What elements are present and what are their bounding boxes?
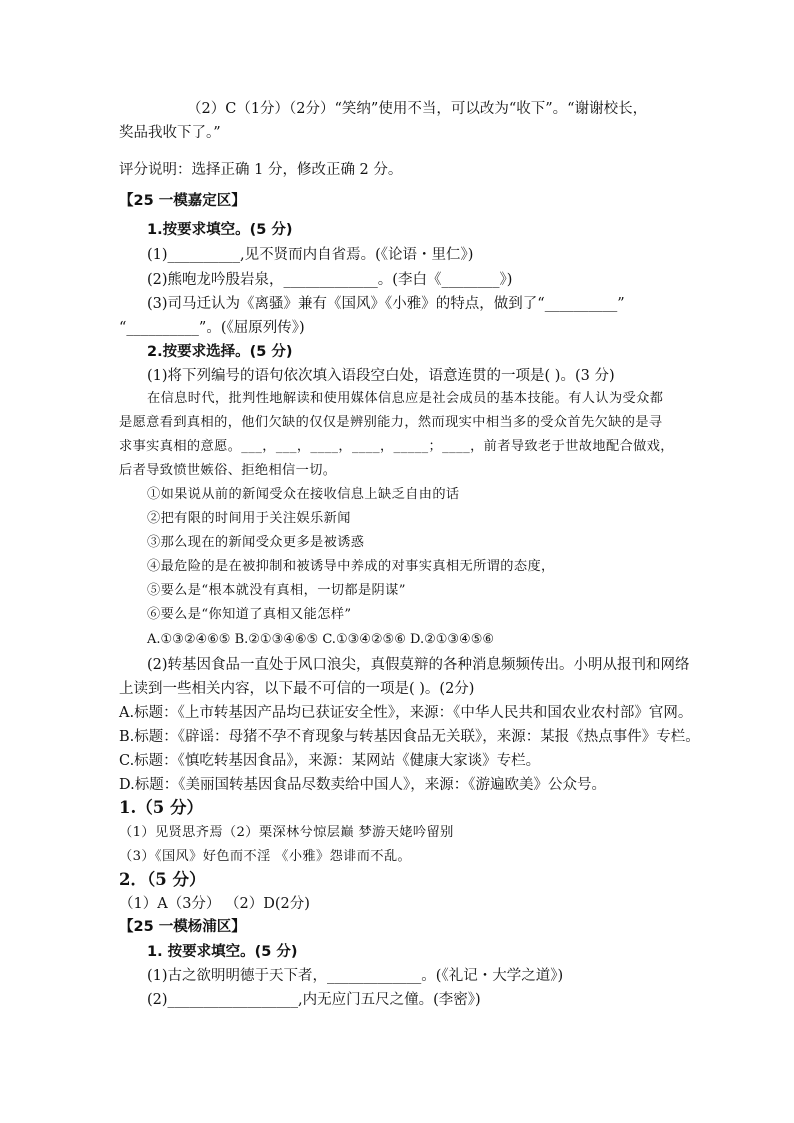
answer-line: （1）A（3分） （2）D(2分) [119, 896, 310, 912]
option-sentence: ③那么现在的新闻受众更多是被诱惑 [147, 535, 365, 550]
choice-d: D.标题：《美丽国转基因食品尽数卖给中国人》，来源：《游遍欧美》公众号。 [119, 777, 606, 793]
answer-line: （3）《国风》好色而不淫 《小雅》怨诽而不乱。 [119, 849, 412, 864]
question-item: “__________”。(《屈原列传》) [119, 320, 305, 336]
section-heading: 【25 一模杨浦区】 [119, 919, 246, 935]
answer-line: （2）C（1分）（2分）“笑纳”使用不当，可以改为“收下”。“谢谢校长， [187, 101, 648, 117]
scoring-note: 评分说明：选择正确 1 分，修改正确 2 分。 [119, 162, 403, 178]
passage-line: 是愿意看到真相的，他们欠缺的仅仅是辨别能力，然而现实中相当多的受众首先欠缺的是寻 [119, 415, 663, 430]
option-sentence: ④最危险的是在被抑制和被诱导中养成的对事实真相无所谓的态度， [147, 559, 555, 574]
question-item: (1)古之欲明明德于天下者，_____________。(《礼记・大学之道》) [147, 968, 564, 984]
answer-choices: A.①③②④⑥⑤ B.②①③④⑥⑤ C.①③④②⑤⑥ D.②①③④⑤⑥ [147, 632, 495, 647]
question-heading: 1.按要求填空。(5 分) [147, 222, 293, 238]
passage-line: 求事实真相的意愿。___，___，____，____，_____；____，前者导致老于世故地配合做戏， [119, 439, 674, 454]
passage-line: 后者导致愤世嫉俗、拒绝相信一切。 [119, 463, 337, 478]
question-heading: 1. 按要求填空。(5 分) [147, 944, 298, 960]
answer-heading: 2．（5 分） [119, 870, 206, 889]
section-heading: 【25 一模嘉定区】 [119, 193, 246, 209]
option-sentence: ⑥要么是“你知道了真相又能怎样” [147, 607, 352, 622]
answer-line: （1）见贤思齐焉（2）栗深林兮惊层巅 梦游天姥吟留别 [119, 825, 454, 840]
question-item: (1)__________,见不贤而内自省焉。(《论语・里仁》) [147, 247, 474, 263]
question-item: 上读到一些相关内容，以下最不可信的一项是( )。(2分) [119, 681, 475, 697]
question-item: (2)转基因食品一直处于风口浪尖，真假莫辩的各种消息频频传出。小明从报刊和网络 [147, 657, 690, 673]
choice-c: C.标题：《慎吃转基因食品》，来源：某网站《健康大家谈》专栏。 [119, 753, 541, 769]
question-item: (2)__________________,内无应门五尺之僮。(李密》) [147, 992, 481, 1008]
option-sentence: ②把有限的时间用于关注娱乐新闻 [147, 511, 351, 526]
question-item: (1)将下列编号的语句依次填入语段空白处，语意连贯的一项是( )。(3 分) [147, 368, 615, 384]
answer-line: 奖品我收下了。” [119, 125, 221, 141]
choice-b: B.标题：《辟谣：母猪不孕不育现象与转基因食品无关联》，来源：某报《热点事件》专栏。 [119, 729, 700, 745]
option-sentence: ⑤要么是“根本就没有真相，一切都是阴谋” [147, 583, 406, 598]
question-heading: 2.按要求选择。(5 分) [147, 344, 293, 360]
answer-heading: 1.（5 分） [119, 798, 203, 817]
choice-a: A.标题：《上市转基因产品均已获证安全性》，来源：《中华人民共和国农业农村部》官网。 [119, 705, 693, 721]
passage-line: 在信息时代，批判性地解读和使用媒体信息应是社会成员的基本技能。有人认为受众都 [147, 391, 664, 406]
question-item: (2)熊咆龙吟殷岩泉，_____________。(李白《________》) [147, 272, 513, 288]
option-sentence: ①如果说从前的新闻受众在接收信息上缺乏自由的话 [147, 487, 460, 502]
question-item: (3)司马迁认为《离骚》兼有《国风》《小雅》的特点，做到了“__________” [147, 296, 625, 312]
